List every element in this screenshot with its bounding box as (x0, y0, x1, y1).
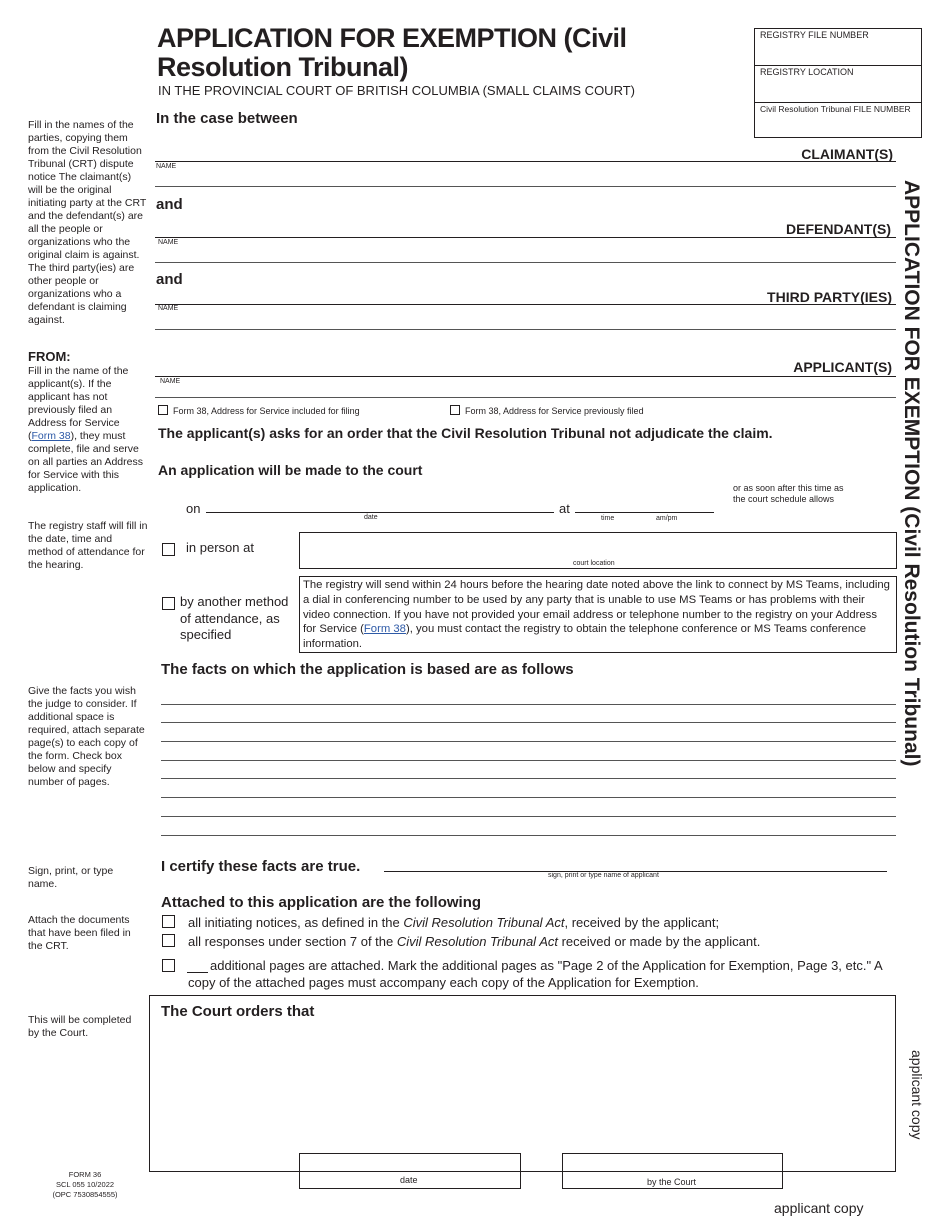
court-date-label: date (400, 1175, 418, 1185)
page-title: APPLICATION FOR EXEMPTION (Civil Resolution Tribunal) (157, 23, 627, 82)
court-location-field[interactable] (299, 532, 897, 569)
third-party-name-line[interactable] (155, 304, 896, 305)
note-parties: Fill in the names of the parties, copying them from the Civil Resolution Tribunal (CRT) dispute notice The claimant(s) will be the original initiating party at the CRT and the defendant(s) are all the people or organizations who the original claim is against. The third party(ies) are other people or organizations who a defendant is claiming against. (28, 119, 147, 326)
court-orders-box (149, 995, 896, 1187)
note-attach: Attach the documents that have been filed in the CRT. (28, 914, 131, 952)
msteams-info-box (299, 576, 897, 653)
side-copy-label: applicant copy (909, 1050, 925, 1140)
defendant-name-label: NAME (158, 239, 179, 246)
facts-line-8[interactable] (161, 835, 896, 836)
registry-box (754, 28, 922, 138)
form-number: FORM 36 (68, 1170, 102, 1179)
applicant-label: APPLICANT(S) (793, 359, 892, 375)
attached-responses-label (188, 934, 760, 949)
defendant-label: DEFENDANT(S) (786, 221, 891, 237)
note-from-heading: FROM: (28, 349, 71, 364)
form-opc: (OPC 7530854555) (52, 1190, 118, 1199)
facts-heading: The facts on which the application is based are as follows (161, 661, 574, 678)
additional-pages-label: additional pages are attached. Mark the additional pages as "Page 2 of the Application for Exemption, Page 3, etc." A copy of the attached pages must accompany each copy of the Application for Exemption. (188, 958, 882, 990)
facts-line-5[interactable] (161, 778, 896, 779)
defendant-name-line-2[interactable] (155, 262, 896, 263)
defendant-name-line[interactable] (155, 237, 896, 238)
registry-location-field[interactable] (755, 66, 921, 103)
other-method-checkbox[interactable] (162, 597, 175, 610)
applicant-name-line[interactable] (155, 376, 896, 377)
hearing-at-label: at (559, 501, 570, 516)
claimant-name-line-2[interactable] (155, 186, 896, 187)
applicant-name-label: NAME (160, 378, 181, 385)
claimant-name-label: NAME (156, 163, 177, 170)
msteams-form-38-link[interactable]: Form 38 (363, 623, 406, 636)
form-identifier (40, 1170, 130, 1200)
note-facts: Give the facts you wish the judge to consider. If additional space is required, attach separate page(s) to each copy of the form. Check box below and specify number of pages. (28, 685, 145, 788)
facts-line-2[interactable] (161, 722, 896, 723)
attached-notices-label (188, 915, 719, 930)
form38-previously-label: Form 38, Address for Service previously filed (465, 406, 644, 416)
registry-file-number-label: REGISTRY FILE NUMBER (760, 30, 869, 40)
note-from (28, 365, 148, 495)
facts-line-1[interactable] (161, 704, 896, 705)
page-subtitle: IN THE PROVINCIAL COURT OF BRITISH COLUMBIA (SMALL CLAIMS COURT) (158, 83, 635, 98)
form-code: SCL 055 10/2022 (55, 1180, 115, 1189)
and-label-1: and (156, 196, 183, 213)
certify-signature-label: sign, print or type name of applicant (548, 872, 659, 879)
side-title: APPLICATION FOR EXEMPTION (Civil Resolution Tribunal) (900, 180, 923, 767)
attached-notices-text-1: all initiating notices, as defined in the (188, 915, 404, 930)
attached-responses-text-1: all responses under section 7 of the (188, 934, 397, 949)
attached-heading: Attached to this application are the following (161, 894, 482, 911)
hearing-date-label: date (364, 514, 378, 521)
court-location-label: court location (573, 560, 615, 567)
registry-file-number-field[interactable] (755, 29, 921, 66)
in-person-checkbox[interactable] (162, 543, 175, 556)
form38-included-checkbox[interactable] (158, 405, 168, 415)
hearing-on-label: on (186, 501, 201, 516)
note-from-text-2: ), they must complete, file and serve on all parties an Address for Service with this application. (28, 430, 143, 494)
hearing-heading: An application will be made to the court (158, 462, 423, 478)
note-sign: Sign, print, or type name. (28, 865, 114, 890)
other-method-label: by another method of attendance, as specified (180, 594, 289, 642)
court-orders-heading: The Court orders that (161, 1003, 315, 1020)
crt-act-title-1: Civil Resolution Tribunal Act (403, 915, 565, 930)
attached-notices-checkbox[interactable] (162, 915, 175, 928)
court-signature-field[interactable] (562, 1153, 783, 1189)
note-from-text-1: Fill in the name of the applicant(s). If the applicant has not previously filed an Address for Service ( (28, 365, 129, 442)
claimant-label: CLAIMANT(S) (801, 146, 893, 162)
third-party-name-label: NAME (158, 305, 179, 312)
attached-responses-checkbox[interactable] (162, 934, 175, 947)
facts-line-4[interactable] (161, 760, 896, 761)
msteams-text-1: The registry will send within 24 hours before the hearing date noted above the link to connect by MS Teams, including a dial in conferencing number to be used by any party that is unable to use MS Teams or has problems with their video connection. If you have not provided your email address or telephone number to the registry on your Address for Service ( (303, 579, 890, 636)
msteams-text-2: ), you must contact the registry to obtain the telephone conference or MS Teams conference information. (303, 623, 867, 651)
additional-pages-checkbox[interactable] (162, 959, 175, 972)
applicant-name-line-2[interactable] (155, 397, 896, 398)
court-signature-label: by the Court (647, 1177, 697, 1187)
third-party-label: THIRD PARTY(IES) (767, 289, 892, 305)
facts-line-6[interactable] (161, 797, 896, 798)
crt-file-number-field[interactable] (755, 103, 921, 137)
registry-location-label: REGISTRY LOCATION (760, 67, 854, 77)
hearing-date-line[interactable] (206, 512, 554, 513)
third-party-name-line-2[interactable] (155, 329, 896, 330)
facts-line-7[interactable] (161, 816, 896, 817)
order-request: The applicant(s) asks for an order that the Civil Resolution Tribunal not adjudicate the claim. (158, 425, 773, 441)
hearing-time-label: time (601, 515, 615, 522)
claimant-name-line[interactable] (155, 161, 896, 162)
attached-notices-text-2: , received by the applicant; (564, 915, 720, 930)
form38-included-label: Form 38, Address for Service included for filing (173, 406, 360, 416)
attached-responses-text-2: received or made by the applicant. (557, 934, 761, 949)
footer-copy-label: applicant copy (774, 1200, 864, 1216)
hearing-ampm-label: am/pm (656, 515, 678, 522)
hearing-time-line[interactable] (575, 512, 714, 513)
case-between-heading: In the case between (156, 110, 298, 127)
court-date-field[interactable] (299, 1153, 521, 1189)
hearing-asap-note: or as soon after this time as the court schedule allows (733, 483, 844, 504)
note-court: This will be completed by the Court. (28, 1014, 132, 1039)
form38-previously-checkbox[interactable] (450, 405, 460, 415)
and-label-2: and (156, 271, 183, 288)
certify-text: I certify these facts are true. (161, 858, 361, 875)
form-38-link[interactable]: Form 38 (31, 430, 71, 442)
in-person-label: in person at (186, 540, 254, 555)
crt-file-number-label: Civil Resolution Tribunal FILE NUMBER (760, 104, 911, 114)
facts-line-3[interactable] (161, 741, 896, 742)
crt-act-title-2: Civil Resolution Tribunal Act (396, 934, 558, 949)
note-registry-staff: The registry staff will fill in the date, time and method of attendance for the hearing. (28, 520, 148, 571)
